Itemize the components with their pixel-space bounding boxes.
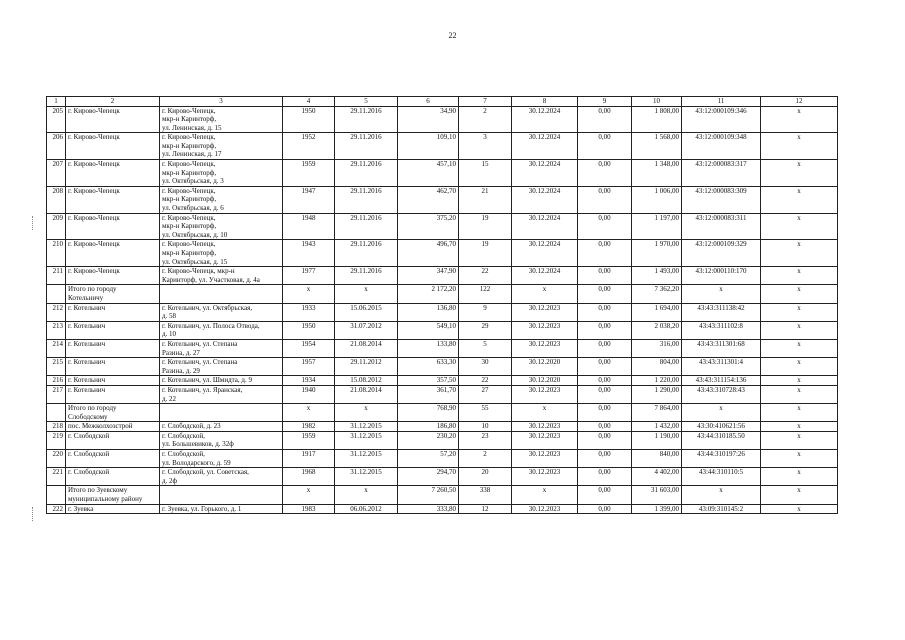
cell-col-5: 31.12.2015 xyxy=(335,468,398,486)
cell-col-7: 5 xyxy=(459,339,512,357)
cell-col-7: 19 xyxy=(459,240,512,267)
header-cell-2: 2 xyxy=(66,97,160,107)
cell-col-11: 43:43:310728:43 xyxy=(682,385,761,403)
cell-col-2: г. Кирово-Чепецк xyxy=(66,186,160,213)
cell-col-6: 230,20 xyxy=(398,431,459,449)
cell-col-12: x xyxy=(761,106,838,133)
header-cell-1: 1 xyxy=(47,97,66,107)
cell-col-11: 43:12:000083:309 xyxy=(682,186,761,213)
cell-col-7: 122 xyxy=(459,285,512,303)
cell-col-3: г. Кирово-Чепецк, мкр-н Каринторф, ул. Участковая, д. 4а xyxy=(160,267,283,285)
cell-col-7: 22 xyxy=(459,267,512,285)
table-row xyxy=(47,240,838,267)
cell-col-12: x xyxy=(761,133,838,160)
table-row xyxy=(47,213,838,240)
cell-col-7: 9 xyxy=(459,303,512,321)
cell-col-9: 0,00 xyxy=(578,160,632,187)
cell-col-9: 0,00 xyxy=(578,303,632,321)
cell-col-2: г. Кирово-Чепецк xyxy=(66,267,160,285)
cell-col-1: 217 xyxy=(47,385,66,403)
cell-col-3: г. Слободской, ул. Большевиков, д. 32ф xyxy=(160,431,283,449)
cell-col-9: 0,00 xyxy=(578,321,632,339)
cell-col-4: x xyxy=(283,404,335,422)
cell-col-5: 31.12.2015 xyxy=(335,431,398,449)
cell-col-3 xyxy=(160,404,283,422)
cell-col-6: 361,70 xyxy=(398,385,459,403)
table-row xyxy=(47,160,838,187)
cell-col-11: 43:12:000109:346 xyxy=(682,106,761,133)
cell-col-2: г. Слободской xyxy=(66,431,160,449)
cell-col-11: 43:43:311138:42 xyxy=(682,303,761,321)
cell-col-12: x xyxy=(761,339,838,357)
cell-col-1: 216 xyxy=(47,376,66,386)
cell-col-9: 0,00 xyxy=(578,106,632,133)
cell-col-3: г. Кирово-Чепецк, мкр-н Каринторф, ул. Октябрьская, д. 6 xyxy=(160,186,283,213)
cell-col-11: 43:09:310145:2 xyxy=(682,504,761,514)
cell-col-8: 30.12.2024 xyxy=(512,106,578,133)
header-cell-6: 6 xyxy=(398,97,459,107)
table-row xyxy=(47,422,838,432)
cell-col-9: 0,00 xyxy=(578,358,632,376)
cell-col-7: 2 xyxy=(459,106,512,133)
header-cell-10: 10 xyxy=(632,97,682,107)
cell-col-11: x xyxy=(682,285,761,303)
cell-col-7: 10 xyxy=(459,422,512,432)
cell-col-3: г. Слободской, ул. Советская, д. 2ф xyxy=(160,468,283,486)
cell-col-10: 1 190,00 xyxy=(632,431,682,449)
cell-col-6: 294,70 xyxy=(398,468,459,486)
cell-col-6: 109,10 xyxy=(398,133,459,160)
cell-col-11: 43:12:000083:317 xyxy=(682,160,761,187)
cell-col-1: 209 xyxy=(47,213,66,240)
table-row xyxy=(47,504,838,514)
header-cell-7: 7 xyxy=(459,97,512,107)
cell-col-5: 31.12.2015 xyxy=(335,422,398,432)
cell-col-3: г. Котельнич, ул. Шмидта, д. 9 xyxy=(160,376,283,386)
cell-col-10: 1 197,00 xyxy=(632,213,682,240)
cell-col-8: 30.12.2024 xyxy=(512,240,578,267)
cell-col-11: 43:30:410621:56 xyxy=(682,422,761,432)
cell-col-12: x xyxy=(761,422,838,432)
cell-col-7: 55 xyxy=(459,404,512,422)
cell-col-2: г. Слободской xyxy=(66,468,160,486)
cell-col-2: г. Кирово-Чепецк xyxy=(66,106,160,133)
cell-col-5: 29.11.2016 xyxy=(335,267,398,285)
cell-col-11: 43:43:311301:68 xyxy=(682,339,761,357)
cell-col-10: 4 402,00 xyxy=(632,468,682,486)
cell-col-12: x xyxy=(761,450,838,468)
cell-col-2: г. Кирово-Чепецк xyxy=(66,160,160,187)
cell-col-7: 29 xyxy=(459,321,512,339)
cell-col-7: 20 xyxy=(459,468,512,486)
cell-col-1: 207 xyxy=(47,160,66,187)
cell-col-5: x xyxy=(335,486,398,504)
cell-col-10: 1 399,00 xyxy=(632,504,682,514)
cell-col-12: x xyxy=(761,486,838,504)
cell-col-3: г. Слободской, д. 23 xyxy=(160,422,283,432)
cell-col-4: 1968 xyxy=(283,468,335,486)
cell-col-5: 15.06.2015 xyxy=(335,303,398,321)
cell-col-2: г. Зуевка xyxy=(66,504,160,514)
cell-col-2: г. Котельнич xyxy=(66,358,160,376)
cell-col-9: 0,00 xyxy=(578,422,632,432)
cell-col-2: пос. Межколхозстрой xyxy=(66,422,160,432)
cell-col-9: 0,00 xyxy=(578,240,632,267)
cell-col-7: 21 xyxy=(459,186,512,213)
header-cell-5: 5 xyxy=(335,97,398,107)
table-row xyxy=(47,450,838,468)
table-row xyxy=(47,186,838,213)
cell-col-10: 31 603,00 xyxy=(632,486,682,504)
cell-col-8: 30.12.2020 xyxy=(512,358,578,376)
table-row xyxy=(47,376,838,386)
cell-col-1: 208 xyxy=(47,186,66,213)
cell-col-4: 1952 xyxy=(283,133,335,160)
cell-col-11: 43:43:311102:8 xyxy=(682,321,761,339)
page-number: 22 xyxy=(448,31,457,40)
cell-col-4: 1959 xyxy=(283,431,335,449)
cell-col-5: 29.11.2016 xyxy=(335,213,398,240)
cell-col-3: г. Кирово-Чепецк, мкр-н Каринторф, ул. Октябрьская, д. 10 xyxy=(160,213,283,240)
cell-col-6: 462,70 xyxy=(398,186,459,213)
cell-col-5: x xyxy=(335,285,398,303)
cell-col-4: 1950 xyxy=(283,106,335,133)
cell-col-1: 210 xyxy=(47,240,66,267)
total-row xyxy=(47,486,838,504)
cell-col-10: 1 694,00 xyxy=(632,303,682,321)
cell-col-12: x xyxy=(761,321,838,339)
cell-col-8: 30.12.2023 xyxy=(512,321,578,339)
header-cell-3: 3 xyxy=(160,97,283,107)
cell-col-9: 0,00 xyxy=(578,267,632,285)
cell-col-11: 43:44:310185.50 xyxy=(682,431,761,449)
cell-col-10: 1 568,00 xyxy=(632,133,682,160)
cell-col-6: 333,80 xyxy=(398,504,459,514)
cell-col-10: 1 970,00 xyxy=(632,240,682,267)
cell-col-3 xyxy=(160,285,283,303)
binding-mark-bottom xyxy=(32,507,34,521)
cell-col-3: г. Котельнич, ул. Полоса Отвода, д. 10 xyxy=(160,321,283,339)
cell-col-5: x xyxy=(335,404,398,422)
cell-col-11: 43:43:311301:4 xyxy=(682,358,761,376)
cell-col-9: 0,00 xyxy=(578,133,632,160)
cell-col-5: 31.12.2015 xyxy=(335,450,398,468)
cell-col-11: 43:12:000110:170 xyxy=(682,267,761,285)
cell-col-6: 347,90 xyxy=(398,267,459,285)
cell-col-11: x xyxy=(682,486,761,504)
cell-col-3: г. Кирово-Чепецк, мкр-н Каринторф, ул. Ленинская, д. 15 xyxy=(160,106,283,133)
cell-col-8: x xyxy=(512,285,578,303)
cell-col-2: г. Кирово-Чепецк xyxy=(66,133,160,160)
cell-col-7: 2 xyxy=(459,450,512,468)
cell-col-12: x xyxy=(761,468,838,486)
cell-col-4: 1943 xyxy=(283,240,335,267)
cell-col-11: 43:12:000109:348 xyxy=(682,133,761,160)
cell-col-1: 218 xyxy=(47,422,66,432)
cell-col-7: 338 xyxy=(459,486,512,504)
cell-col-11: 43:44:310110:5 xyxy=(682,468,761,486)
cell-col-4: 1940 xyxy=(283,385,335,403)
cell-col-6: 57,20 xyxy=(398,450,459,468)
cell-col-12: x xyxy=(761,240,838,267)
cell-col-9: 0,00 xyxy=(578,385,632,403)
cell-col-6: 768,90 xyxy=(398,404,459,422)
cell-col-9: 0,00 xyxy=(578,431,632,449)
cell-col-10: 7 362,20 xyxy=(632,285,682,303)
cell-col-10: 1 808,00 xyxy=(632,106,682,133)
cell-col-3: г. Зуевка, ул. Горького, д. 1 xyxy=(160,504,283,514)
cell-col-5: 21.08.2014 xyxy=(335,339,398,357)
cell-col-12: x xyxy=(761,285,838,303)
total-row xyxy=(47,285,838,303)
cell-col-11: 43:12:000083:311 xyxy=(682,213,761,240)
cell-col-6: 496,70 xyxy=(398,240,459,267)
cell-col-9: 0,00 xyxy=(578,213,632,240)
cell-col-4: x xyxy=(283,486,335,504)
header-cell-12: 12 xyxy=(761,97,838,107)
cell-col-1 xyxy=(47,486,66,504)
cell-col-10: 1 493,00 xyxy=(632,267,682,285)
cell-col-8: 30.12.2023 xyxy=(512,468,578,486)
cell-col-2: г. Котельнич xyxy=(66,321,160,339)
cell-col-7: 30 xyxy=(459,358,512,376)
cell-col-1: 213 xyxy=(47,321,66,339)
cell-col-4: 1950 xyxy=(283,321,335,339)
cell-col-7: 23 xyxy=(459,431,512,449)
cell-col-4: 1947 xyxy=(283,186,335,213)
cell-col-5: 21.08.2014 xyxy=(335,385,398,403)
cell-col-9: 0,00 xyxy=(578,486,632,504)
cell-col-5: 06.06.2012 xyxy=(335,504,398,514)
cell-col-1: 211 xyxy=(47,267,66,285)
cell-col-2: г. Котельнич xyxy=(66,339,160,357)
cell-col-7: 3 xyxy=(459,133,512,160)
cell-col-10: 1 006,00 xyxy=(632,186,682,213)
cell-col-2: г. Слободской xyxy=(66,450,160,468)
cell-col-8: x xyxy=(512,404,578,422)
cell-col-4: 1954 xyxy=(283,339,335,357)
table-row xyxy=(47,385,838,403)
cell-col-4: 1934 xyxy=(283,376,335,386)
table-row xyxy=(47,339,838,357)
cell-col-12: x xyxy=(761,160,838,187)
cell-col-6: 34,90 xyxy=(398,106,459,133)
cell-col-4: 1957 xyxy=(283,358,335,376)
table-row xyxy=(47,133,838,160)
cell-col-10: 2 038,20 xyxy=(632,321,682,339)
cell-col-9: 0,00 xyxy=(578,186,632,213)
cell-col-1: 219 xyxy=(47,431,66,449)
cell-col-6: 7 260,50 xyxy=(398,486,459,504)
cell-col-1: 221 xyxy=(47,468,66,486)
cell-col-2: Итого по городу Слободскому xyxy=(66,404,160,422)
cell-col-10: 840,00 xyxy=(632,450,682,468)
cell-col-9: 0,00 xyxy=(578,376,632,386)
cell-col-12: x xyxy=(761,404,838,422)
cell-col-12: x xyxy=(761,376,838,386)
cell-col-3 xyxy=(160,486,283,504)
cell-col-9: 0,00 xyxy=(578,339,632,357)
cell-col-1 xyxy=(47,285,66,303)
cell-col-5: 29.11.2016 xyxy=(335,186,398,213)
cell-col-12: x xyxy=(761,385,838,403)
cell-col-2: г. Кирово-Чепецк xyxy=(66,213,160,240)
cell-col-2: Итого по Зуевскому муниципальному району xyxy=(66,486,160,504)
cell-col-6: 133,80 xyxy=(398,339,459,357)
cell-col-12: x xyxy=(761,358,838,376)
table-row xyxy=(47,321,838,339)
cell-col-7: 19 xyxy=(459,213,512,240)
cell-col-6: 549,10 xyxy=(398,321,459,339)
cell-col-3: г. Кирово-Чепецк, мкр-н Каринторф, ул. Октябрьская, д. 15 xyxy=(160,240,283,267)
cell-col-8: 30.12.2024 xyxy=(512,213,578,240)
cell-col-1: 215 xyxy=(47,358,66,376)
header-cell-11: 11 xyxy=(682,97,761,107)
cell-col-11: 43:43:311154:136 xyxy=(682,376,761,386)
cell-col-5: 29.11.2016 xyxy=(335,133,398,160)
cell-col-8: 30.12.2020 xyxy=(512,376,578,386)
cell-col-4: 1948 xyxy=(283,213,335,240)
cell-col-1: 206 xyxy=(47,133,66,160)
cell-col-8: 30.12.2024 xyxy=(512,267,578,285)
cell-col-12: x xyxy=(761,186,838,213)
cell-col-10: 1 220,00 xyxy=(632,376,682,386)
total-row xyxy=(47,404,838,422)
cell-col-8: 30.12.2023 xyxy=(512,339,578,357)
cell-col-7: 22 xyxy=(459,376,512,386)
cell-col-10: 1 432,00 xyxy=(632,422,682,432)
cell-col-12: x xyxy=(761,303,838,321)
cell-col-10: 804,00 xyxy=(632,358,682,376)
cell-col-8: 30.12.2023 xyxy=(512,450,578,468)
cell-col-8: 30.12.2023 xyxy=(512,303,578,321)
header-row xyxy=(47,97,838,107)
cell-col-2: г. Котельнич xyxy=(66,376,160,386)
cell-col-3: г. Котельнич, ул. Степана Разина, д. 29 xyxy=(160,358,283,376)
cell-col-1: 222 xyxy=(47,504,66,514)
header-cell-8: 8 xyxy=(512,97,578,107)
cell-col-6: 136,80 xyxy=(398,303,459,321)
binding-mark-top xyxy=(32,216,34,230)
cell-col-4: 1983 xyxy=(283,504,335,514)
cell-col-5: 15.08.2012 xyxy=(335,376,398,386)
cell-col-3: г. Котельнич, ул. Октябрьская, д. 58 xyxy=(160,303,283,321)
cell-col-4: 1959 xyxy=(283,160,335,187)
table-row xyxy=(47,267,838,285)
cell-col-2: г. Кирово-Чепецк xyxy=(66,240,160,267)
cell-col-8: 30.12.2024 xyxy=(512,186,578,213)
cell-col-3: г. Кирово-Чепецк, мкр-н Каринторф, ул. Ленинская, д. 17 xyxy=(160,133,283,160)
cell-col-8: x xyxy=(512,486,578,504)
register-table xyxy=(46,96,838,514)
cell-col-1: 214 xyxy=(47,339,66,357)
cell-col-9: 0,00 xyxy=(578,450,632,468)
cell-col-5: 29.11.2012 xyxy=(335,358,398,376)
cell-col-3: г. Котельнич, ул. Степана Разина, д. 27 xyxy=(160,339,283,357)
cell-col-2: г. Котельнич xyxy=(66,385,160,403)
cell-col-8: 30.12.2024 xyxy=(512,160,578,187)
table-row xyxy=(47,468,838,486)
header-cell-9: 9 xyxy=(578,97,632,107)
cell-col-7: 12 xyxy=(459,504,512,514)
cell-col-4: 1917 xyxy=(283,450,335,468)
cell-col-6: 186,80 xyxy=(398,422,459,432)
cell-col-11: 43:44:310197:26 xyxy=(682,450,761,468)
cell-col-9: 0,00 xyxy=(578,285,632,303)
cell-col-1: 220 xyxy=(47,450,66,468)
cell-col-12: x xyxy=(761,213,838,240)
cell-col-1: 205 xyxy=(47,106,66,133)
cell-col-9: 0,00 xyxy=(578,468,632,486)
table-row xyxy=(47,106,838,133)
table-row xyxy=(47,358,838,376)
cell-col-4: 1982 xyxy=(283,422,335,432)
cell-col-6: 633,30 xyxy=(398,358,459,376)
cell-col-4: x xyxy=(283,285,335,303)
cell-col-4: 1977 xyxy=(283,267,335,285)
cell-col-9: 0,00 xyxy=(578,404,632,422)
header-cell-4: 4 xyxy=(283,97,335,107)
cell-col-5: 29.11.2016 xyxy=(335,160,398,187)
cell-col-3: г. Котельнич, ул. Яранская, д. 22 xyxy=(160,385,283,403)
cell-col-6: 2 172,20 xyxy=(398,285,459,303)
cell-col-5: 31.07.2012 xyxy=(335,321,398,339)
cell-col-7: 27 xyxy=(459,385,512,403)
cell-col-10: 1 348,00 xyxy=(632,160,682,187)
cell-col-8: 30.12.2023 xyxy=(512,431,578,449)
cell-col-8: 30.12.2023 xyxy=(512,422,578,432)
cell-col-2: г. Котельнич xyxy=(66,303,160,321)
table-row xyxy=(47,431,838,449)
cell-col-12: x xyxy=(761,504,838,514)
cell-col-3: г. Кирово-Чепецк, мкр-н Каринторф, ул. Октябрьская, д. 3 xyxy=(160,160,283,187)
cell-col-11: x xyxy=(682,404,761,422)
cell-col-10: 316,00 xyxy=(632,339,682,357)
cell-col-3: г. Слободской, ул. Володарского, д. 59 xyxy=(160,450,283,468)
cell-col-10: 7 864,00 xyxy=(632,404,682,422)
cell-col-5: 29.11.2016 xyxy=(335,106,398,133)
cell-col-8: 30.12.2023 xyxy=(512,385,578,403)
cell-col-10: 1 290,00 xyxy=(632,385,682,403)
cell-col-9: 0,00 xyxy=(578,504,632,514)
cell-col-8: 30.12.2023 xyxy=(512,504,578,514)
cell-col-6: 357,50 xyxy=(398,376,459,386)
cell-col-6: 457,10 xyxy=(398,160,459,187)
cell-col-2: Итого по городу Котельничу xyxy=(66,285,160,303)
cell-col-11: 43:12:000109:329 xyxy=(682,240,761,267)
cell-col-5: 29.11.2016 xyxy=(335,240,398,267)
cell-col-4: 1933 xyxy=(283,303,335,321)
cell-col-12: x xyxy=(761,267,838,285)
cell-col-6: 375,20 xyxy=(398,213,459,240)
table-row xyxy=(47,303,838,321)
cell-col-12: x xyxy=(761,431,838,449)
cell-col-1: 212 xyxy=(47,303,66,321)
cell-col-7: 15 xyxy=(459,160,512,187)
cell-col-1 xyxy=(47,404,66,422)
cell-col-8: 30.12.2024 xyxy=(512,133,578,160)
